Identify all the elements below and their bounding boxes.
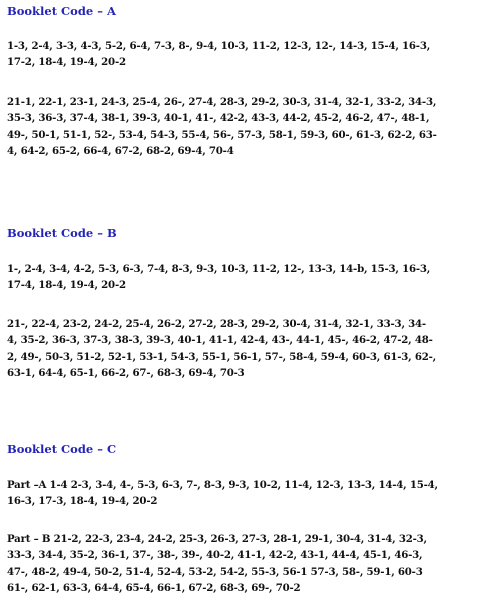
booklet-a-answers-21-70 [7,94,491,159]
text-line: 33-3, 34-4, 35-2, 36-1, 37-, 38-, 39-, 40-2, 41-1, 42-2, 43-1, 44-4, 45-1, 46-3, [7,549,423,562]
text-line: Part –A 1-4 2-3, 3-4, 4-, 5-3, 6-3, 7-, 8-3, 9-3, 10-2, 11-4, 12-3, 13-3, 14-4, 15-4, [7,479,438,491]
heading-booklet-code-a: Booklet Code – A [7,4,116,18]
text-line: 21-, 22-4, 23-2, 24-2, 25-4, 26-2, 27-2, 28-3, 29-2, 30-4, 31-4, 32-1, 33-3, 34- [7,318,426,330]
booklet-b-answers-21-70 [7,316,491,381]
text-line: 17-2, 18-4, 19-4, 20-2 [7,56,126,69]
text-line: 49-, 50-1, 51-1, 52-, 53-4, 54-3, 55-4, 56-, 57-3, 58-1, 59-3, 60-, 61-3, 62-2, 63- [7,128,437,141]
text-line: 17-4, 18-4, 19-4, 20-2 [7,279,126,292]
text-line: 1-, 2-4, 3-4, 4-2, 5-3, 6-3, 7-4, 8-3, 9-3, 10-3, 11-2, 12-, 13-3, 14-b, 15-3, 16-3, [7,263,431,275]
booklet-c-part-a-answers [7,477,491,510]
heading-booklet-code-c: Booklet Code – C [7,442,117,456]
booklet-a-answers-1-20 [7,38,491,71]
text-line: 63-1, 64-4, 65-1, 66-2, 67-, 68-3, 69-4, 70-3 [7,366,245,379]
text-line: 21-1, 22-1, 23-1, 24-3, 25-4, 26-, 27-4, 28-3, 29-2, 30-3, 31-4, 32-1, 33-2, 34-3, [7,96,437,108]
text-line: 4, 35-2, 36-3, 37-3, 38-3, 39-3, 40-1, 41-1, 42-4, 43-, 44-1, 45-, 46-2, 47-2, 48- [7,334,433,347]
booklet-c-part-b-answers [7,531,491,596]
text-line: Part – B 21-2, 22-3, 23-4, 24-2, 25-3, 26-3, 27-3, 28-1, 29-1, 30-4, 31-4, 32-3, [7,533,427,545]
text-line: 1-3, 2-4, 3-3, 4-3, 5-2, 6-4, 7-3, 8-, 9-4, 10-3, 11-2, 12-3, 12-, 14-3, 15-4, 16-3, [7,40,431,52]
text-line: 2, 49-, 50-3, 51-2, 52-1, 53-1, 54-3, 55-1, 56-1, 57-, 58-4, 59-4, 60-3, 61-3, 62-, [7,350,436,363]
booklet-b-answers-1-20 [7,261,491,294]
text-line: 35-3, 36-3, 37-4, 38-1, 39-3, 40-1, 41-, 42-2, 43-3, 44-2, 45-2, 46-2, 47-, 48-1, [7,112,430,125]
text-line: 47-, 48-2, 49-4, 50-2, 51-4, 52-4, 53-2, 54-2, 55-3, 56-1 57-3, 58-, 59-1, 60-3 [7,565,423,578]
text-line: 16-3, 17-3, 18-4, 19-4, 20-2 [7,495,158,508]
text-line: 61-, 62-1, 63-3, 64-4, 65-4, 66-1, 67-2, 68-3, 69-, 70-2 [7,581,301,594]
heading-booklet-code-b: Booklet Code – B [7,226,117,240]
text-line: 4, 64-2, 65-2, 66-4, 67-2, 68-2, 69-4, 70-4 [7,144,234,157]
